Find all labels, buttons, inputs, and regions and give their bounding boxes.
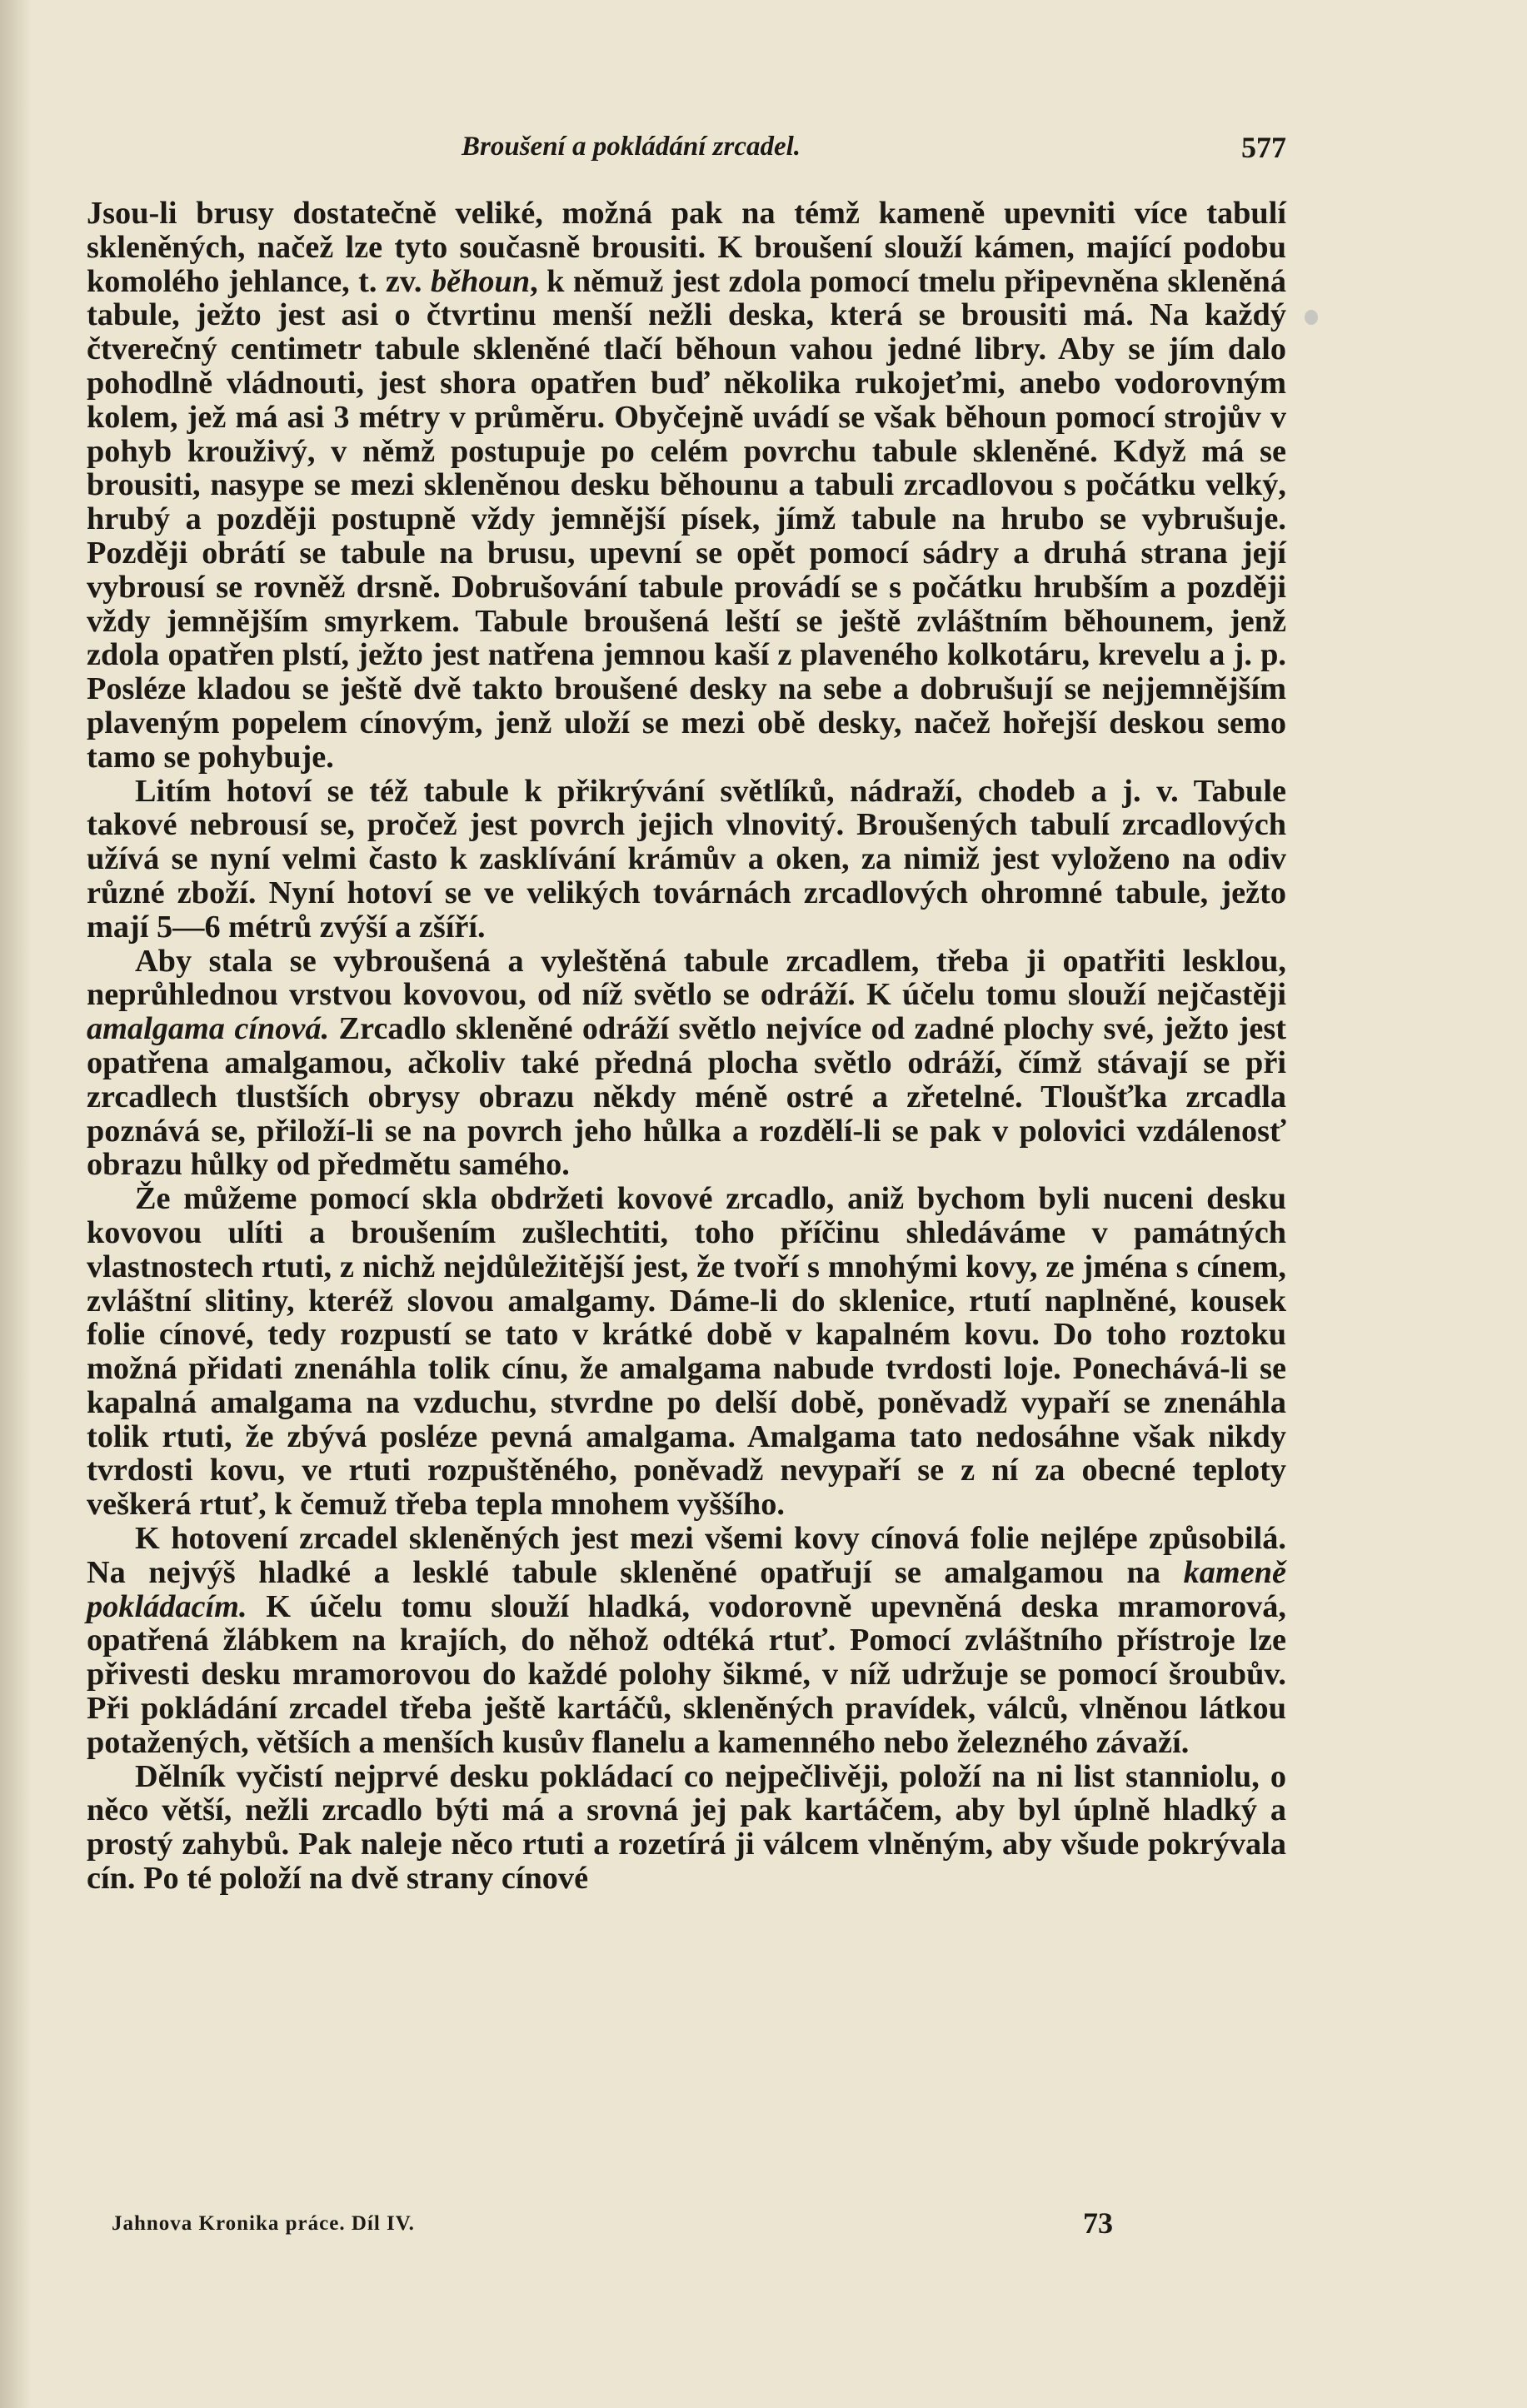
paragraph: [87, 1522, 1286, 1760]
sheet-number: 73: [1083, 2206, 1113, 2240]
signature-mark: Jahnova Kronika práce. Díl IV.: [112, 2212, 415, 2235]
paragraph-text: , k němuž jest zdola pomocí tmelu připevněna skleněná tabule, ježto jest asi o čtvrtinu menší nežli deska, která se brousiti má. Na každý čtverečný centimetr tabule skleněné tlačí běhoun vahou jedné libry. Aby se jím dalo pohodlně vládnouti, jest shora opatřen buď několika rukojeťmi, anebo vodorovným kolem, jež má asi 3 métry v průměru. Obyčejně uvádí se však běhoun pomocí strojův v pohyb krouživý, v němž postupuje po celém povrchu tabule skleněné. Když má se brousiti, nasype se mezi skleněnou desku běhounu a tabuli zrcadlovou s počátku velký, hrubý a později postupně vždy jemnější písek, jímž tabule na hrubo se vybrušuje. Později obrátí se tabule na brusu, upevní se opět pomocí sádry a druhá strana její vybrousí se rovněž drsně. Dobrušování tabule provádí se s počátku hrubším a později vždy jemnějším smyrkem. Tabule broušená leští se ještě zvláštním běhounem, jenž zdola opatřen plstí, ježto jest natřena jemnou kaší z plaveného kolkotáru, krevelu a j. p. Posléze kladou se ještě dvě takto broušené desky na sebe a dobrušují se nejjemnějším plaveným popelem cínovým, jenž uloží se mezi obě desky, načež hořejší deskou semo tamo se pohybuje.: [87, 263, 1286, 775]
paragraph-text: Aby stala se vybroušená a vyleštěná tabule zrcadlem, třeba ji opatřiti lesklou, neprůhlednou vrstvou kovovou, od níž světlo se odráží. K účelu tomu slouží nejčastěji: [87, 943, 1286, 1013]
page-footer: [87, 2206, 1286, 2247]
paragraph: [87, 775, 1286, 945]
paragraph: [87, 197, 1286, 775]
paragraph-text: Litím hotoví se též tabule k přikrývání světlíků, nádraží, chodeb a j. v. Tabule takové nebrousí se, pročež jest povrch jejich vlnovitý. Broušených tabulí zrcadlových užívá se nyní velmi často k zasklívání krámův a oken, za nimiž jest vyloženo na odiv různé zboží. Nyní hotoví se ve velikých továrnách zrcadlových ohromné tabule, ježto mají 5—6 métrů zvýší a zšíří.: [87, 773, 1286, 945]
paragraph-text: K účelu tomu slouží hladká, vodorovně upevněná deska mramorová, opatřená žlábkem na krajích, do něhož odtéká rtuť. Pomocí zvláštního přístroje lze přivesti desku mramorovou do každé polohy šikmé, v níž udržuje se pomocí šroubův. Při pokládání zrcadel třeba ještě kartáčů, skleněných pravídek, válců, vlněnou látkou potažených, větších a menších kusův flanelu a kamenného nebo železného závaží.: [87, 1588, 1286, 1760]
paragraph-text: Dělník vyčistí nejprvé desku pokládací co nejpečlivěji, položí na ni list stanniolu, o něco větší, nežli zrcadlo býti má a srovná jej pak kartáčem, aby byl úplně hladký a prostý zahybů. Pak naleje něco rtuti a rozetírá ji válcem vlněným, aby všude pokrývala cín. Po té položí na dvě strany cínové: [87, 1758, 1286, 1897]
body-text: [87, 197, 1286, 1896]
emphasized-term: běhoun: [430, 263, 531, 299]
paragraph: [87, 1760, 1286, 1896]
paragraph-text: K hotovení zrcadel skleněných jest mezi všemi kovy cínová folie nejlépe způsobilá. Na nejvýš hladké a lesklé tabule skleněné opatřují se amalgamou na: [87, 1521, 1286, 1590]
page-spine-shadow: [0, 0, 32, 2408]
page-number: 577: [1241, 131, 1286, 164]
paragraph: [87, 1182, 1286, 1522]
emphasized-term: amalgama cínová.: [87, 1011, 330, 1047]
running-title: Broušení a pokládání zrcadel.: [462, 132, 801, 162]
paragraph-text: Jsou-li brusy dostatečně veliké, možná pak na témž kameně upevniti více tabulí skleněných, načež lze tyto současně brousiti. K broušení slouží kámen, mající podobu komolého jehlance, t. zv.: [87, 196, 1286, 299]
paragraph-text: Zrcadlo skleněné odráží světlo nejvíce od zadné plochy své, ježto jest opatřena amalgamou, ačkoliv také předná plocha světlo odráží, čímž stávají se při zrcadlech tlustších obrysy obrazu někdy méně ostré a zřetelné. Tloušťka zrcadla poznává se, přiloží-li se na povrch jeho hůlka a rozdělí-li se pak v polovici vzdálenosť obrazu hůlky od předmětu samého.: [87, 1011, 1286, 1183]
emphasized-term: kameně pokládacím.: [87, 1554, 1286, 1624]
paragraph-text: Že můžeme pomocí skla obdržeti kovové zrcadlo, aniž bychom byli nuceni desku kovovou ulíti a broušením zušlechtiti, toho příčinu shledáváme v památných vlastnostech rtuti, z nichž nejdůležitější jest, že tvoří s mnohými kovy, ze jména s cínem, zvláštní slitiny, kteréž slovou amalgamy. Dáme-li do sklenice, rtutí naplněné, kousek folie cínové, tedy rozpustí se tato v krátké době v kapalném kovu. Do toho roztoku možná přidati znenáhla tolik cínu, že amalgama nabude tvrdosti loje. Ponechává-li se kapalná amalgama na vzduchu, stvrdne po delší době, poněvadž vypaří se znenáhla tolik rtuti, že zbývá posléze pevná amalgama. Amalgama tato nedosáhne však nikdy tvrdosti kovu, ve rtuti rozpuštěného, poněvadž nevypaří se z ní za obecné teploty veškerá rtuť, k čemuž třeba tepla mnohem vyššího.: [87, 1181, 1286, 1523]
paper-speck: [1305, 310, 1318, 325]
page-header: [87, 125, 1286, 175]
paragraph: [87, 945, 1286, 1183]
